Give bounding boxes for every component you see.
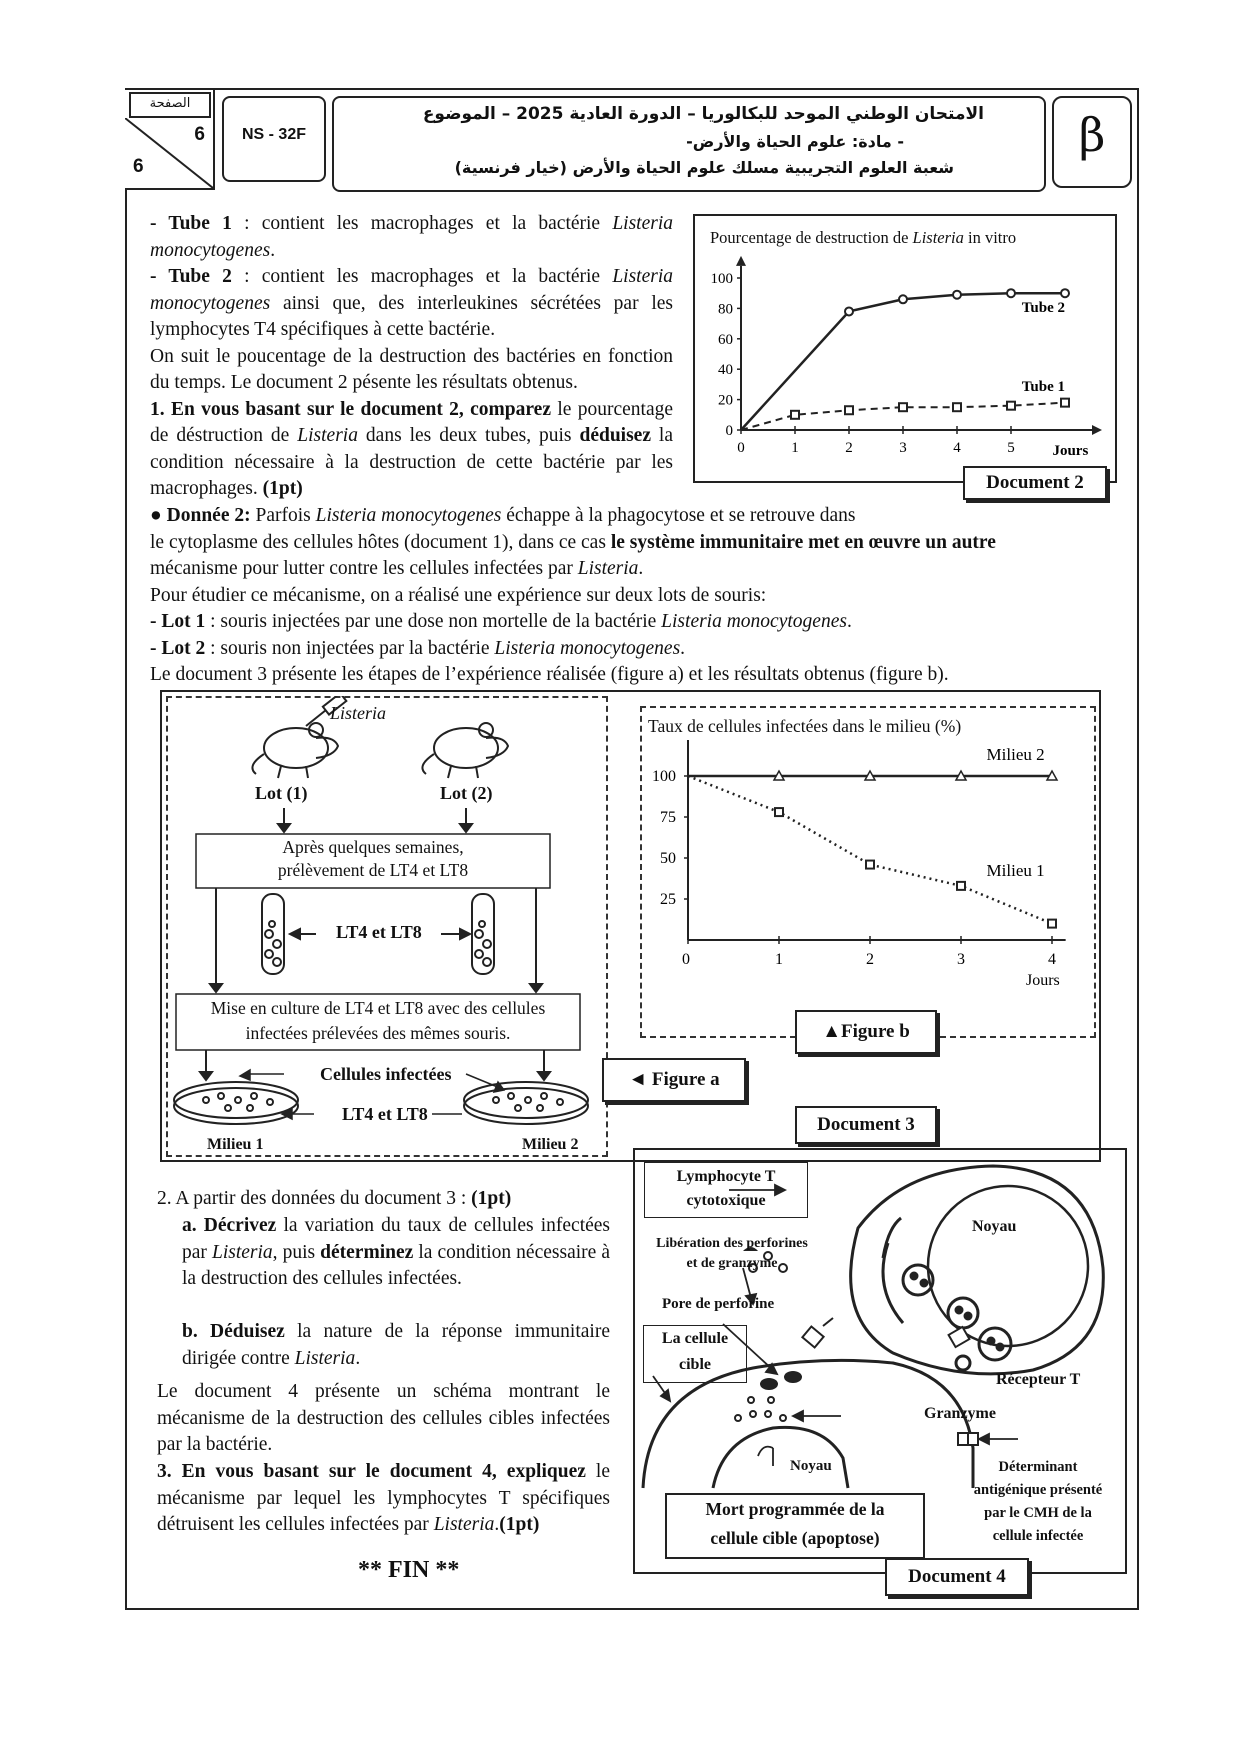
series-label: Tube 2 (1021, 300, 1066, 316)
donnee2-text: ● Donnée 2: Parfois Listeria monocytogenes échappe à la phagocytose et se retrouve dans le cytoplasme des cellules hôtes (document 1), dans ce cas le système immunitaire met en œuvre un autre mécanisme pour lutter contre les cellules infectées par Listeria. Pour étudier ce mécanisme, on a réalisé une expérience sur deux lots de souris: - Lot 1 : souris injectées par une dose non mortelle de la bactérie Listeria monocytogenes. - Lot 2 : souris non injectées par la bactérie Listeria monocytogenes. Le document 3 présente les étapes de l’expérience réalisée (figure a) et les résultats obtenus (figure b). (150, 505, 996, 685)
question-2-title: 2. A partir des données du document 3 : (1pt) (157, 1188, 512, 1209)
page-number: 6 (194, 124, 205, 145)
noyau-top-label: Noyau (972, 1218, 1017, 1235)
y-tick-label: 100 (652, 768, 676, 785)
x-tick-label: 3 (957, 951, 965, 968)
lymphocyte-organelles (883, 1218, 1011, 1370)
x-axis-label: Jours (1026, 972, 1060, 989)
exam-code-box (222, 96, 326, 182)
target-cell-label: La cellule cible (643, 1325, 747, 1383)
granzyme-label: Granzyme (924, 1405, 996, 1422)
tube1-label: - Tube 1 (150, 213, 232, 234)
x-tick-label: 0 (737, 440, 745, 456)
question-3: 3. En vous basant sur le document 4, expliquez le mécanisme par lequel les lymphocytes T spécifiques détruisent les cellules infectées par Listeria.(1pt) (157, 1461, 611, 1535)
perforin-pore-icon (760, 1371, 802, 1390)
tube1-species: Listeria monocytogenes (150, 213, 674, 261)
figure-a-step2: Mise en culture de LT4 et LT8 avec des cellules infectées prélevées des mêmes souris. (210, 998, 546, 1043)
data-point (953, 291, 961, 299)
tube2-label: - Tube 2 (150, 266, 232, 287)
lymphocyte-cell (851, 1166, 1104, 1374)
data-point (866, 861, 874, 869)
y-tick-label: 0 (725, 423, 733, 439)
y-tick-label: 25 (660, 891, 676, 908)
y-tick-label: 80 (718, 301, 733, 318)
x-axis-label: Jours (1052, 443, 1089, 459)
x-axis-arrow (1092, 425, 1102, 435)
series-label: Milieu 1 (986, 860, 1045, 880)
series-label: Tube 1 (1021, 379, 1066, 396)
data-point (1061, 399, 1069, 407)
data-point (1007, 402, 1015, 410)
document4-label: Document 4 (885, 1558, 1029, 1596)
page-label: الصفحة (129, 92, 211, 118)
x-tick-label: 2 (845, 440, 853, 456)
x-tick-label: 2 (866, 951, 874, 968)
question-2b: b. Déduisez la nature de la réponse immunitaire dirigée contre Listeria. (182, 1321, 610, 1369)
data-point (845, 406, 853, 414)
figure-b-label: ▲Figure b (795, 1010, 937, 1054)
test-tube-icon-right (472, 894, 494, 974)
question-2a: a. Décrivez la variation du taux de cellules infectées par Listeria, puis déterminez la condition nécessaire à la destruction des cellules infectées. (182, 1215, 611, 1289)
data-point (1007, 289, 1015, 297)
pore-label: Pore de perforine (662, 1296, 775, 1312)
figure-a-label: ◄ Figure a (602, 1058, 746, 1102)
figure-a-lt-label: LT4 et LT8 (336, 922, 422, 942)
figure-a-milieu2: Milieu 2 (522, 1136, 579, 1153)
petri-dish-icon-milieu1 (174, 1082, 298, 1124)
antigen-determinant-icon (958, 1433, 978, 1445)
x-tick-label: 4 (1048, 951, 1056, 968)
page-number-box (125, 88, 215, 190)
data-point (775, 808, 783, 816)
x-tick-label: 4 (953, 440, 961, 456)
question-1: 1. En vous basant sur le document 2, comparez le pourcentage de déstruction de Listeria dans les deux tubes, puis déduisez la condition nécessaire à la destruction de cette bactérie par les macrophages. (1pt) (150, 398, 674, 499)
version-symbol: β (1078, 108, 1106, 162)
series-line (688, 776, 1052, 924)
section1-text: - Tube 1 : contient les macrophages et la bactérie Listeria monocytogenes. - Tube 2 : contient les macrophages et la bactérie Listeria monocytogenes ainsi que, des interleukines sécrétées par les lymphocytes T4 spécifiques à cette bactérie. On suit le poucentage de la destruction des bactéries en fonction du temps. Le document 2 pésente les résultats obtenus. 1. En vous basant sur le document 2, comparez le pourcentage de déstruction de Listeria dans les deux tubes, puis déduisez la condition nécessaire à la destruction de cette bactérie par les macrophages. (1pt) (150, 211, 673, 503)
figure-b-title: Taux de cellules infectées dans le milieu (%) (648, 716, 962, 736)
lymphocyte-label: Lymphocyte T cytotoxique (644, 1162, 808, 1218)
exam-track: شعبة العلوم التجريبية مسلك علوم الحياة والأرض (خيار فرنسية) (454, 158, 954, 177)
noyau-bottom-label: Noyau (790, 1458, 832, 1474)
y-axis-arrow (736, 256, 746, 266)
exam-code: NS - 32F (241, 126, 306, 143)
receptor-t-icon (802, 1318, 969, 1348)
exam-title-line1: الامتحان الوطني الموحد للبكالوريا – الدورة العادية 2025 – الموضوع (422, 104, 984, 124)
figure-a-lot2: Lot (2) (440, 783, 493, 803)
y-tick-label: 60 (718, 331, 733, 348)
data-point (899, 403, 907, 411)
data-point (791, 411, 799, 419)
x-tick-label: 0 (682, 951, 690, 968)
data-point (957, 882, 965, 890)
figure-a-cells-label: Cellules infectées (320, 1064, 452, 1084)
determinant-label: Déterminant antigénique présenté par le CMH de la cellule infectée (973, 1459, 1103, 1544)
receptor-label: Récepteur T (996, 1371, 1081, 1388)
figure-a-listeria-label: Listeria (330, 703, 387, 723)
document2-chart (693, 250, 1113, 465)
test-tube-icon-left (262, 894, 284, 974)
x-tick-label: 1 (791, 440, 799, 456)
x-tick-label: 5 (1007, 440, 1015, 456)
y-tick-label: 75 (660, 809, 676, 826)
document2-title: Pourcentage de destruction de Listeria in vitro (710, 228, 1017, 247)
document3-label: Document 3 (795, 1106, 937, 1144)
version-box (1052, 96, 1132, 188)
page-total: 6 (133, 156, 144, 177)
y-tick-label: 100 (710, 271, 733, 287)
exam-title-box (332, 96, 1046, 192)
x-tick-label: 1 (775, 951, 783, 968)
petri-dish-icon-milieu2 (464, 1082, 588, 1124)
document4-intro: Le document 4 présente un schéma montrant le mécanisme de la destruction des cellules cibles infectées par la bactérie. (157, 1381, 610, 1455)
mouse-icon-lot2 (422, 723, 508, 778)
exam-subject: - مادة: علوم الحياة والأرض- (686, 132, 904, 151)
figure-a-step1: Après quelques semaines, prélèvement de LT4 et LT8 (277, 837, 469, 880)
series-label: Milieu 2 (986, 745, 1045, 764)
data-point (1048, 920, 1056, 928)
data-point (845, 307, 853, 315)
figure-a-lot1: Lot (1) (255, 783, 308, 803)
y-tick-label: 50 (660, 850, 676, 867)
tube1-text: : contient les macrophages et la bactérie (231, 213, 613, 234)
x-tick-label: 3 (899, 440, 907, 456)
data-point (953, 403, 961, 411)
figure-a-lt-label2: LT4 et LT8 (342, 1104, 428, 1124)
liberation-label: Libération des perforines et de granzyme (656, 1236, 808, 1271)
figure-b-chart (640, 740, 1092, 1010)
mouse-icon-lot1 (252, 723, 338, 778)
data-point (899, 295, 907, 303)
section1-paragraph: On suit le poucentage de la destruction des bactéries en fonction du temps. Le document 2 pésente les résultats obtenus. (150, 345, 673, 393)
end-marker: ** FIN ** (358, 1557, 460, 1583)
document2-label: Document 2 (963, 466, 1107, 500)
y-tick-label: 40 (718, 362, 733, 379)
y-tick-label: 20 (718, 392, 733, 409)
data-point (1061, 289, 1069, 297)
figure-a-milieu1: Milieu 1 (207, 1136, 264, 1153)
apoptosis-label: Mort programmée de la cellule cible (apoptose) (665, 1493, 925, 1559)
